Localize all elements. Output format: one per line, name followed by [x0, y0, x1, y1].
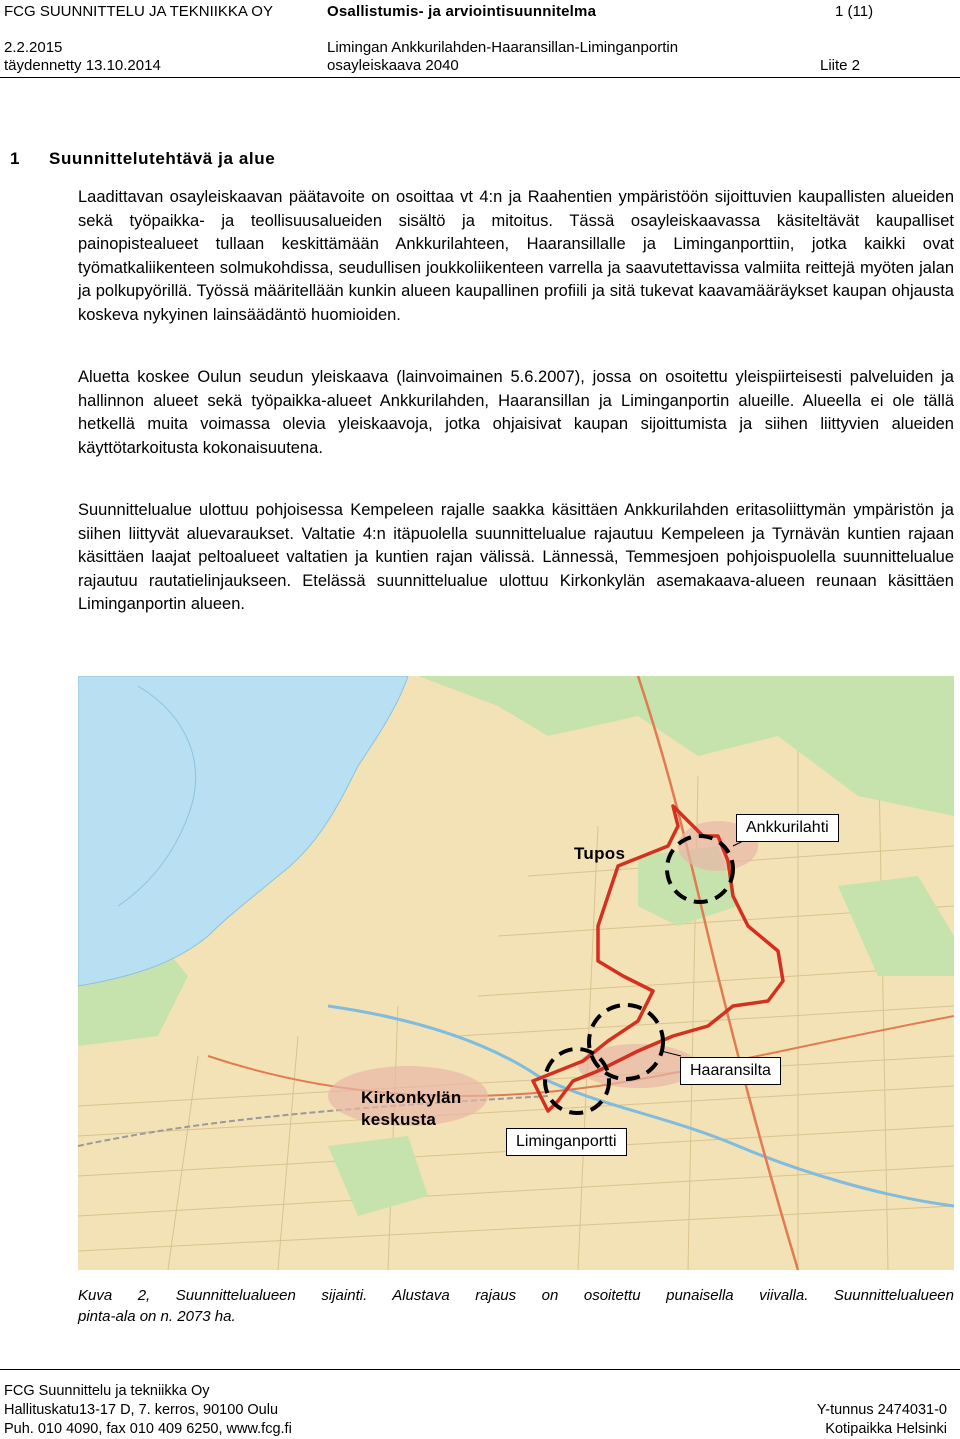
footer-domicile: Kotipaikka Helsinki: [825, 1421, 947, 1437]
map-label-haaransilta: Haaransilta: [680, 1057, 781, 1085]
map-label-kirkonkyla-line2: keskusta: [361, 1110, 437, 1129]
footer-address: Hallituskatu13-17 D, 7. kerros, 90100 Oulu: [4, 1402, 279, 1418]
map-graphic: [78, 676, 954, 1270]
header-date: 2.2.2015: [4, 39, 63, 56]
header-project-line2: osayleiskaava 2040: [327, 57, 459, 74]
map-label-liminganportti: Liminganportti: [506, 1128, 627, 1156]
paragraph-planning-area: Suunnittelualue ulottuu pohjoisessa Kempeleen rajalle saakka käsittäen Ankkurilahden eritasoliittymän ympäristön ja siihen liittyvät aluevaraukset. Valtatie 4:n itäpuolella suunnittelualue rajautuu Kempeleen ja Tyrnävän kuntien rajaan käsittäen laajat peltoalueet valtatien ja kuntien rajan välissä. Lännessä, Temmesjoen pohjoispuolella suunnittelualue rajautuu rautatielinjaukseen. Etelässä suunnittelualue ulottuu Kirkonkylän asemakaava-alueen reunaan käsittäen Liminganportin alueen.: [78, 501, 954, 613]
header-rule: [0, 77, 960, 78]
header-attachment: Liite 2: [820, 57, 861, 74]
map-label-kirkonkyla-line1: Kirkonkylän: [361, 1088, 462, 1107]
paragraph-goal: Laadittavan osayleiskaavan päätavoite on osoittaa vt 4:n ja Raahentien ympäristöön sijoittuvien kaupallisten alueiden sekä työpaikka- ja teollisuusalueiden sisältö ja mitoitus. Tässä osayleiskaavassa käsiteltävät kaupalliset painopistealueet tullaan keskittämään Ankkurilahteen, Haaransillalle ja Liminganporttiin, jotka kaikki ovat työmatkaliikenteen solmukohdissa, seudullisen joukkoliikenteen varrella ja saavutettavissa valmiita reittejä myöten jalan ja polkupyörillä. Työssä määritellään kunkin alueen kaupallinen profiili ja sitä tukevat kaavamääräykset kaupan ohjausta koskeva nykyinen lainsäädäntö huomioiden.: [78, 188, 954, 324]
paragraph-regional-plan: Aluetta koskee Oulun seudun yleiskaava (lainvoimainen 5.6.2007), jossa on osoitettu yleispiirteisesti palveluiden ja hallinnon alueet sekä työpaikka-alueet Ankkurilahden, Haaransillan ja Liminganportin alueille. Alueella ei ole tällä hetkellä muita voimassa olevia yleiskaavoja, jotka ohjaisivat kaupan sijoittumista ja siihen liittyvien alueiden käyttötarkoitusta kokonaisuutena.: [78, 368, 954, 457]
footer-business-id: Y-tunnus 2474031-0: [816, 1402, 947, 1418]
header-doc-type: Osallistumis- ja arviointisuunnitelma: [327, 3, 597, 20]
figure-caption-line2: pinta-ala on n. 2073 ha.: [78, 1308, 236, 1325]
map-figure: [78, 676, 954, 1270]
map-label-tupos: Tupos: [574, 844, 626, 863]
header-updated: täydennetty 13.10.2014: [4, 57, 161, 74]
header-page-number: 1 (11): [835, 3, 874, 20]
map-label-ankkurilahti: Ankkurilahti: [736, 814, 839, 842]
section-number: 1: [10, 149, 21, 168]
footer-company: FCG Suunnittelu ja tekniikka Oy: [4, 1383, 210, 1399]
footer-rule: [0, 1369, 960, 1370]
header-company: FCG SUUNNITTELU JA TEKNIIKKA OY: [4, 3, 273, 20]
header-project-line1: Limingan Ankkurilahden-Haaransillan-Liminganportin: [327, 39, 679, 56]
figure-caption-line1: Kuva 2, Suunnittelualueen sijainti. Alustava rajaus on osoitettu punaisella viivalla. Suunnittelualueen: [78, 1287, 954, 1304]
section-title: Suunnittelutehtävä ja alue: [49, 149, 276, 168]
footer-contact: Puh. 010 4090, fax 010 409 6250, www.fcg.fi: [4, 1421, 292, 1437]
